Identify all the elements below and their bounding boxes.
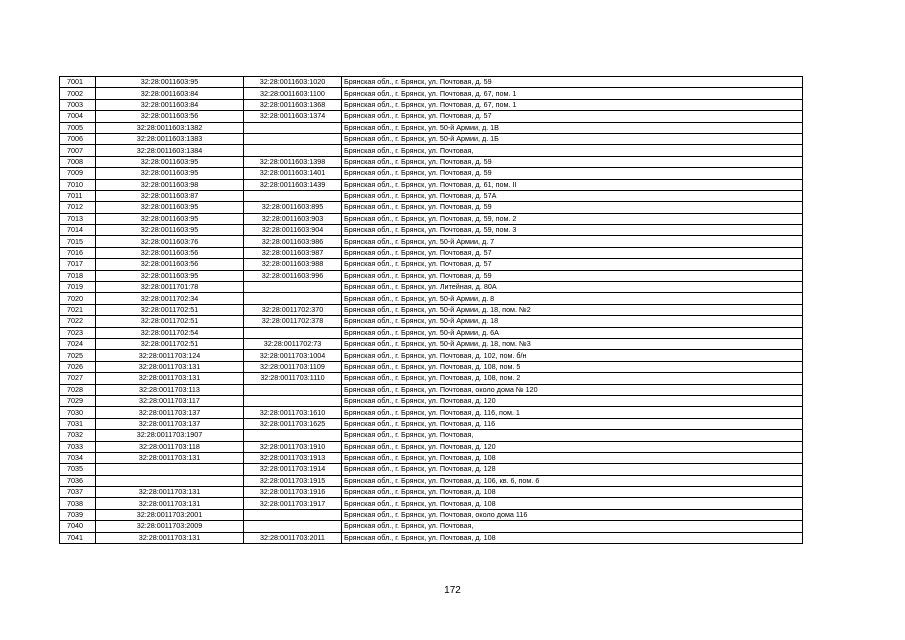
table-row — [60, 213, 803, 224]
table-row — [60, 509, 803, 520]
table-row — [60, 190, 803, 201]
table-row — [60, 156, 803, 167]
table-row — [60, 179, 803, 190]
row-number-cell: 7036 — [60, 475, 96, 486]
parcel-cadastral-number-cell — [96, 475, 244, 486]
row-number-cell: 7020 — [60, 293, 96, 304]
parcel-cadastral-number-cell: 32:28:0011703:113 — [96, 384, 244, 395]
row-number-cell: 7001 — [60, 77, 96, 88]
address-cell: Брянская обл., г. Брянск, ул. 50-й Армии, д. 7 — [342, 236, 803, 247]
address-cell: Брянская обл., г. Брянск, ул. 50-й Армии, д. 18, пом. №3 — [342, 338, 803, 349]
object-cadastral-number-cell: 32:28:0011603:1368 — [244, 99, 342, 110]
object-cadastral-number-cell: 32:28:0011603:988 — [244, 259, 342, 270]
row-number-cell: 7032 — [60, 430, 96, 441]
address-cell: Брянская обл., г. Брянск, ул. 50-й Армии, д. 1Б — [342, 133, 803, 144]
table-row — [60, 168, 803, 179]
table-row — [60, 418, 803, 429]
table-row — [60, 236, 803, 247]
address-cell: Брянская обл., г. Брянск, ул. Почтовая, — [342, 521, 803, 532]
parcel-cadastral-number-cell: 32:28:0011702:54 — [96, 327, 244, 338]
parcel-cadastral-number-cell: 32:28:0011703:131 — [96, 532, 244, 543]
row-number-cell: 7010 — [60, 179, 96, 190]
table-row — [60, 316, 803, 327]
address-cell: Брянская обл., г. Брянск, ул. Почтовая, д. 59 — [342, 77, 803, 88]
parcel-cadastral-number-cell: 32:28:0011703:124 — [96, 350, 244, 361]
table-row — [60, 430, 803, 441]
object-cadastral-number-cell — [244, 384, 342, 395]
parcel-cadastral-number-cell: 32:28:0011603:95 — [96, 156, 244, 167]
row-number-cell: 7014 — [60, 225, 96, 236]
object-cadastral-number-cell: 32:28:0011703:1910 — [244, 441, 342, 452]
parcel-cadastral-number-cell: 32:28:0011603:95 — [96, 77, 244, 88]
address-cell: Брянская обл., г. Брянск, ул. Почтовая, д. 59 — [342, 270, 803, 281]
row-number-cell: 7004 — [60, 111, 96, 122]
parcel-cadastral-number-cell: 32:28:0011703:131 — [96, 452, 244, 463]
table-row — [60, 475, 803, 486]
address-cell: Брянская обл., г. Брянск, ул. Почтовая, д. 59 — [342, 168, 803, 179]
address-cell: Брянская обл., г. Брянск, ул. Почтовая, д. 108, пом. 2 — [342, 373, 803, 384]
table-row — [60, 338, 803, 349]
parcel-cadastral-number-cell: 32:28:0011703:137 — [96, 418, 244, 429]
parcel-cadastral-number-cell: 32:28:0011603:1383 — [96, 133, 244, 144]
parcel-cadastral-number-cell: 32:28:0011703:2009 — [96, 521, 244, 532]
address-cell: Брянская обл., г. Брянск, ул. Почтовая, д. 108 — [342, 487, 803, 498]
object-cadastral-number-cell: 32:28:0011603:895 — [244, 202, 342, 213]
parcel-cadastral-number-cell: 32:28:0011603:1382 — [96, 122, 244, 133]
object-cadastral-number-cell: 32:28:0011603:996 — [244, 270, 342, 281]
table-row — [60, 464, 803, 475]
parcel-cadastral-number-cell: 32:28:0011603:95 — [96, 168, 244, 179]
parcel-cadastral-number-cell: 32:28:0011703:131 — [96, 373, 244, 384]
row-number-cell: 7026 — [60, 361, 96, 372]
table-row — [60, 133, 803, 144]
object-cadastral-number-cell — [244, 521, 342, 532]
registry-table — [59, 76, 803, 544]
object-cadastral-number-cell: 32:28:0011703:2011 — [244, 532, 342, 543]
row-number-cell: 7027 — [60, 373, 96, 384]
address-cell: Брянская обл., г. Брянск, ул. Почтовая, д. 59, пом. 3 — [342, 225, 803, 236]
object-cadastral-number-cell — [244, 293, 342, 304]
table-row — [60, 88, 803, 99]
object-cadastral-number-cell: 32:28:0011603:1401 — [244, 168, 342, 179]
parcel-cadastral-number-cell: 32:28:0011703:131 — [96, 487, 244, 498]
address-cell: Брянская обл., г. Брянск, ул. Почтовая, д. 57 — [342, 111, 803, 122]
parcel-cadastral-number-cell: 32:28:0011702:51 — [96, 316, 244, 327]
page-number: 172 — [444, 585, 461, 596]
address-cell: Брянская обл., г. Брянск, ул. Почтовая, д. 57 — [342, 247, 803, 258]
row-number-cell: 7029 — [60, 395, 96, 406]
address-cell: Брянская обл., г. Брянск, ул. Почтовая, д. 120 — [342, 395, 803, 406]
row-number-cell: 7021 — [60, 304, 96, 315]
object-cadastral-number-cell — [244, 133, 342, 144]
table-row — [60, 293, 803, 304]
table-row — [60, 498, 803, 509]
row-number-cell: 7037 — [60, 487, 96, 498]
parcel-cadastral-number-cell: 32:28:0011703:137 — [96, 407, 244, 418]
table-row — [60, 361, 803, 372]
parcel-cadastral-number-cell: 32:28:0011703:131 — [96, 361, 244, 372]
parcel-cadastral-number-cell: 32:28:0011603:76 — [96, 236, 244, 247]
parcel-cadastral-number-cell: 32:28:0011702:51 — [96, 338, 244, 349]
parcel-cadastral-number-cell: 32:28:0011603:56 — [96, 111, 244, 122]
object-cadastral-number-cell: 32:28:0011603:987 — [244, 247, 342, 258]
row-number-cell: 7024 — [60, 338, 96, 349]
parcel-cadastral-number-cell: 32:28:0011603:95 — [96, 225, 244, 236]
row-number-cell: 7003 — [60, 99, 96, 110]
row-number-cell: 7018 — [60, 270, 96, 281]
address-cell: Брянская обл., г. Брянск, ул. 50-й Армии, д. 18, пом. №2 — [342, 304, 803, 315]
table-row — [60, 532, 803, 543]
row-number-cell: 7007 — [60, 145, 96, 156]
row-number-cell: 7033 — [60, 441, 96, 452]
row-number-cell: 7039 — [60, 509, 96, 520]
object-cadastral-number-cell: 32:28:0011703:1913 — [244, 452, 342, 463]
table-row — [60, 395, 803, 406]
row-number-cell: 7028 — [60, 384, 96, 395]
row-number-cell: 7006 — [60, 133, 96, 144]
object-cadastral-number-cell: 32:28:0011603:1439 — [244, 179, 342, 190]
address-cell: Брянская обл., г. Брянск, ул. 50-й Армии, д. 6А — [342, 327, 803, 338]
row-number-cell: 7034 — [60, 452, 96, 463]
object-cadastral-number-cell — [244, 145, 342, 156]
object-cadastral-number-cell — [244, 395, 342, 406]
row-number-cell: 7038 — [60, 498, 96, 509]
address-cell: Брянская обл., г. Брянск, ул. Почтовая, д. 59 — [342, 156, 803, 167]
address-cell: Брянская обл., г. Брянск, ул. 50-й Армии, д. 8 — [342, 293, 803, 304]
object-cadastral-number-cell: 32:28:0011703:1004 — [244, 350, 342, 361]
registry-table-body — [60, 77, 803, 544]
address-cell: Брянская обл., г. Брянск, ул. Почтовая, д. 59 — [342, 202, 803, 213]
row-number-cell: 7015 — [60, 236, 96, 247]
object-cadastral-number-cell: 32:28:0011703:1625 — [244, 418, 342, 429]
parcel-cadastral-number-cell: 32:28:0011603:56 — [96, 247, 244, 258]
row-number-cell: 7011 — [60, 190, 96, 201]
table-row — [60, 350, 803, 361]
parcel-cadastral-number-cell: 32:28:0011703:131 — [96, 498, 244, 509]
address-cell: Брянская обл., г. Брянск, ул. Почтовая, д. 67, пом. 1 — [342, 88, 803, 99]
object-cadastral-number-cell — [244, 430, 342, 441]
table-row — [60, 145, 803, 156]
row-number-cell: 7041 — [60, 532, 96, 543]
parcel-cadastral-number-cell: 32:28:0011703:2001 — [96, 509, 244, 520]
table-row — [60, 487, 803, 498]
table-row — [60, 247, 803, 258]
address-cell: Брянская обл., г. Брянск, ул. Литейная, д. 80А — [342, 282, 803, 293]
table-row — [60, 384, 803, 395]
object-cadastral-number-cell — [244, 122, 342, 133]
object-cadastral-number-cell — [244, 327, 342, 338]
object-cadastral-number-cell: 32:28:0011702:378 — [244, 316, 342, 327]
address-cell: Брянская обл., г. Брянск, ул. Почтовая, д. 108, пом. 5 — [342, 361, 803, 372]
row-number-cell: 7030 — [60, 407, 96, 418]
table-row — [60, 202, 803, 213]
address-cell: Брянская обл., г. Брянск, ул. Почтовая, д. 108 — [342, 452, 803, 463]
object-cadastral-number-cell: 32:28:0011703:1917 — [244, 498, 342, 509]
parcel-cadastral-number-cell: 32:28:0011603:56 — [96, 259, 244, 270]
parcel-cadastral-number-cell: 32:28:0011603:95 — [96, 202, 244, 213]
object-cadastral-number-cell: 32:28:0011603:1100 — [244, 88, 342, 99]
table-row — [60, 122, 803, 133]
row-number-cell: 7035 — [60, 464, 96, 475]
row-number-cell: 7022 — [60, 316, 96, 327]
table-row — [60, 521, 803, 532]
address-cell: Брянская обл., г. Брянск, ул. Почтовая, — [342, 430, 803, 441]
address-cell: Брянская обл., г. Брянск, ул. Почтовая, д. 106, кв. 6, пом. 6 — [342, 475, 803, 486]
table-row — [60, 270, 803, 281]
table-row — [60, 259, 803, 270]
parcel-cadastral-number-cell: 32:28:0011603:98 — [96, 179, 244, 190]
parcel-cadastral-number-cell: 32:28:0011703:1907 — [96, 430, 244, 441]
row-number-cell: 7009 — [60, 168, 96, 179]
row-number-cell: 7013 — [60, 213, 96, 224]
table-row — [60, 407, 803, 418]
row-number-cell: 7017 — [60, 259, 96, 270]
parcel-cadastral-number-cell: 32:28:0011703:118 — [96, 441, 244, 452]
row-number-cell: 7031 — [60, 418, 96, 429]
address-cell: Брянская обл., г. Брянск, ул. Почтовая, д. 57 — [342, 259, 803, 270]
table-row — [60, 111, 803, 122]
object-cadastral-number-cell: 32:28:0011603:904 — [244, 225, 342, 236]
object-cadastral-number-cell: 32:28:0011703:1110 — [244, 373, 342, 384]
address-cell: Брянская обл., г. Брянск, ул. Почтовая, д. 116, пом. 1 — [342, 407, 803, 418]
object-cadastral-number-cell: 32:28:0011603:1398 — [244, 156, 342, 167]
row-number-cell: 7005 — [60, 122, 96, 133]
row-number-cell: 7012 — [60, 202, 96, 213]
parcel-cadastral-number-cell: 32:28:0011603:1384 — [96, 145, 244, 156]
object-cadastral-number-cell: 32:28:0011703:1109 — [244, 361, 342, 372]
parcel-cadastral-number-cell: 32:28:0011701:78 — [96, 282, 244, 293]
object-cadastral-number-cell: 32:28:0011603:1374 — [244, 111, 342, 122]
object-cadastral-number-cell — [244, 509, 342, 520]
parcel-cadastral-number-cell: 32:28:0011603:87 — [96, 190, 244, 201]
table-row — [60, 327, 803, 338]
table-row — [60, 304, 803, 315]
address-cell: Брянская обл., г. Брянск, ул. Почтовая, около дома № 120 — [342, 384, 803, 395]
parcel-cadastral-number-cell: 32:28:0011603:84 — [96, 88, 244, 99]
parcel-cadastral-number-cell: 32:28:0011603:95 — [96, 213, 244, 224]
table-row — [60, 282, 803, 293]
parcel-cadastral-number-cell: 32:28:0011603:84 — [96, 99, 244, 110]
object-cadastral-number-cell: 32:28:0011702:73 — [244, 338, 342, 349]
address-cell: Брянская обл., г. Брянск, ул. Почтовая, — [342, 145, 803, 156]
address-cell: Брянская обл., г. Брянск, ул. 50-й Армии, д. 18 — [342, 316, 803, 327]
object-cadastral-number-cell: 32:28:0011603:986 — [244, 236, 342, 247]
address-cell: Брянская обл., г. Брянск, ул. Почтовая, д. 57А — [342, 190, 803, 201]
table-row — [60, 373, 803, 384]
object-cadastral-number-cell — [244, 190, 342, 201]
row-number-cell: 7008 — [60, 156, 96, 167]
table-row — [60, 77, 803, 88]
address-cell: Брянская обл., г. Брянск, ул. Почтовая, д. 67, пом. 1 — [342, 99, 803, 110]
object-cadastral-number-cell: 32:28:0011703:1914 — [244, 464, 342, 475]
parcel-cadastral-number-cell: 32:28:0011702:34 — [96, 293, 244, 304]
parcel-cadastral-number-cell: 32:28:0011603:95 — [96, 270, 244, 281]
parcel-cadastral-number-cell: 32:28:0011702:51 — [96, 304, 244, 315]
object-cadastral-number-cell: 32:28:0011703:1916 — [244, 487, 342, 498]
address-cell: Брянская обл., г. Брянск, ул. 50-й Армии, д. 1В — [342, 122, 803, 133]
object-cadastral-number-cell: 32:28:0011703:1915 — [244, 475, 342, 486]
object-cadastral-number-cell: 32:28:0011703:1610 — [244, 407, 342, 418]
address-cell: Брянская обл., г. Брянск, ул. Почтовая, д. 120 — [342, 441, 803, 452]
row-number-cell: 7019 — [60, 282, 96, 293]
address-cell: Брянская обл., г. Брянск, ул. Почтовая, д. 61, пом. II — [342, 179, 803, 190]
table-row — [60, 452, 803, 463]
parcel-cadastral-number-cell — [96, 464, 244, 475]
address-cell: Брянская обл., г. Брянск, ул. Почтовая, д. 128 — [342, 464, 803, 475]
table-row — [60, 225, 803, 236]
object-cadastral-number-cell: 32:28:0011603:903 — [244, 213, 342, 224]
address-cell: Брянская обл., г. Брянск, ул. Почтовая, д. 59, пом. 2 — [342, 213, 803, 224]
address-cell: Брянская обл., г. Брянск, ул. Почтовая, около дома 116 — [342, 509, 803, 520]
object-cadastral-number-cell — [244, 282, 342, 293]
row-number-cell: 7002 — [60, 88, 96, 99]
table-row — [60, 441, 803, 452]
row-number-cell: 7023 — [60, 327, 96, 338]
row-number-cell: 7025 — [60, 350, 96, 361]
row-number-cell: 7040 — [60, 521, 96, 532]
address-cell: Брянская обл., г. Брянск, ул. Почтовая, д. 108 — [342, 532, 803, 543]
row-number-cell: 7016 — [60, 247, 96, 258]
address-cell: Брянская обл., г. Брянск, ул. Почтовая, д. 102, пом. б/н — [342, 350, 803, 361]
object-cadastral-number-cell: 32:28:0011603:1020 — [244, 77, 342, 88]
parcel-cadastral-number-cell: 32:28:0011703:117 — [96, 395, 244, 406]
table-row — [60, 99, 803, 110]
address-cell: Брянская обл., г. Брянск, ул. Почтовая, д. 116 — [342, 418, 803, 429]
address-cell: Брянская обл., г. Брянск, ул. Почтовая, д. 108 — [342, 498, 803, 509]
object-cadastral-number-cell: 32:28:0011702:370 — [244, 304, 342, 315]
